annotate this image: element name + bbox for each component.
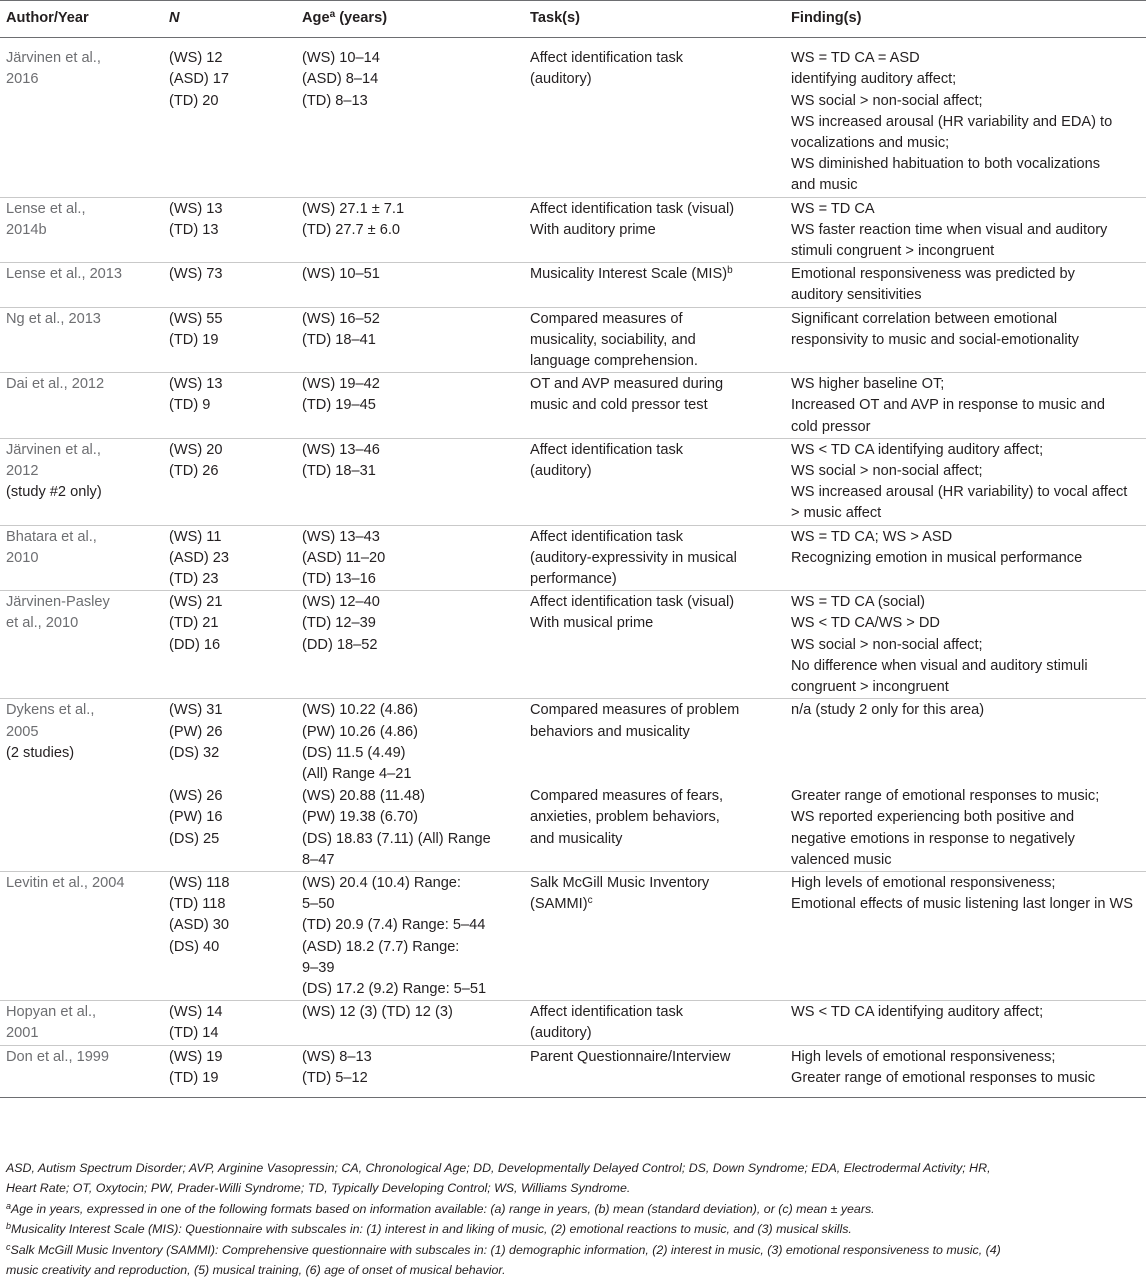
cell-finding-line: WS = TD CA; WS > ASD bbox=[791, 528, 953, 545]
cell-author bbox=[0, 263, 163, 307]
cell-task-line: (auditory) bbox=[530, 463, 592, 480]
cell-age-line: (TD) 5–12 bbox=[302, 1069, 368, 1086]
cell-task-line: musicality, sociability, and bbox=[530, 331, 696, 348]
cell-finding-line: congruent > incongruent bbox=[791, 679, 949, 696]
cell-task-line: Affect identification task bbox=[530, 528, 684, 545]
cell-task-line: (auditory) bbox=[530, 71, 592, 88]
cell-finding-line: n/a (study 2 only for this area) bbox=[791, 702, 985, 719]
cell-n-line: (WS) 19 bbox=[169, 1048, 223, 1065]
cell-author-line: Lense et al., bbox=[6, 200, 86, 217]
header-n: N bbox=[163, 1, 296, 38]
cell-n bbox=[163, 1045, 296, 1097]
header-finding: Finding(s) bbox=[785, 1, 1146, 38]
cell-age-line: (TD) 20.9 (7.4) Range: 5–44 bbox=[302, 917, 486, 934]
cell-age bbox=[296, 699, 524, 785]
table-row bbox=[0, 591, 1146, 699]
cell-task bbox=[524, 525, 785, 591]
cell-author bbox=[0, 699, 163, 785]
header-age-footnote-mark: a bbox=[329, 9, 336, 20]
table-row bbox=[0, 525, 1146, 591]
footnote-abbreviations-line: ASD, Autism Spectrum Disorder; AVP, Arginine Vasopressin; CA, Chronological Age; DD, Developmentally Delayed Control; DS, Down Syndrome; EDA, Electrodermal Activity; HR, bbox=[6, 1161, 991, 1175]
footnote-c-mark: c bbox=[6, 1241, 11, 1252]
cell-n bbox=[163, 871, 296, 1000]
cell-finding-line: WS < TD CA identifying auditory affect; bbox=[791, 441, 1044, 458]
cell-task bbox=[524, 699, 785, 785]
cell-finding-line: WS increased arousal (HR variability and EDA) to bbox=[791, 113, 1113, 130]
cell-n-line: (TD) 23 bbox=[169, 571, 219, 588]
table-row bbox=[0, 307, 1146, 373]
cell-finding bbox=[785, 38, 1146, 197]
cell-finding-line: WS = TD CA (social) bbox=[791, 594, 925, 611]
cell-author-line: Dai et al., 2012 bbox=[6, 376, 105, 393]
cell-age-line: (WS) 10.22 (4.86) bbox=[302, 702, 418, 719]
table-row bbox=[0, 1045, 1146, 1097]
cell-age bbox=[296, 38, 524, 197]
cell-age bbox=[296, 1001, 524, 1045]
cell-n-line: (TD) 26 bbox=[169, 463, 219, 480]
cell-task-line: (auditory) bbox=[530, 1025, 592, 1042]
cell-task-line: behaviors and musicality bbox=[530, 723, 690, 740]
table-footnotes bbox=[6, 1158, 1142, 1280]
table-row bbox=[0, 373, 1146, 439]
cell-author-line: Lense et al., 2013 bbox=[6, 266, 123, 283]
cell-age-line: (ASD) 8–14 bbox=[302, 71, 379, 88]
table-row bbox=[0, 785, 1146, 871]
cell-author-note: (study #2 only) bbox=[6, 484, 102, 501]
cell-age-line: (WS) 13–46 bbox=[302, 441, 380, 458]
cell-task-line: OT and AVP measured during bbox=[530, 376, 724, 393]
cell-finding-line: WS < TD CA identifying auditory affect; bbox=[791, 1004, 1044, 1021]
cell-task-line: Affect identification task bbox=[530, 50, 684, 67]
footnote-a-text: Age in years, expressed in one of the following formats based on information available: (a) range in years, (b) mean (standard deviation), or (c) mean ± years. bbox=[11, 1201, 875, 1216]
cell-age-line: 5–50 bbox=[302, 896, 335, 913]
cell-age bbox=[296, 373, 524, 439]
cell-n-line: (WS) 26 bbox=[169, 788, 223, 805]
footnote-b-text: Musicality Interest Scale (MIS): Questionnaire with subscales in: (1) interest in and liking of music, (2) emotional reactions to music, and (3) musical skills. bbox=[11, 1222, 852, 1237]
cell-n-line: (DS) 25 bbox=[169, 830, 220, 847]
footnote-c-text: Salk McGill Music Inventory (SAMMI): Comprehensive questionnaire with subscales in: (1) demographic information, (2) interest in music, (3) emotional responsiveness to music, (4) bbox=[10, 1242, 1001, 1257]
cell-task-line: Compared measures of problem bbox=[530, 702, 740, 719]
cell-finding bbox=[785, 1045, 1146, 1097]
cell-age bbox=[296, 785, 524, 871]
table-row bbox=[0, 197, 1146, 263]
cell-finding-line: responsivity to music and social-emotionality bbox=[791, 331, 1079, 348]
cell-n-line: (TD) 13 bbox=[169, 221, 219, 238]
cell-author-line: Järvinen-Pasley bbox=[6, 594, 110, 611]
cell-n-line: (DD) 16 bbox=[169, 636, 221, 653]
cell-n-line: (PW) 26 bbox=[169, 723, 223, 740]
cell-finding-line: High levels of emotional responsiveness; bbox=[791, 874, 1056, 891]
cell-age bbox=[296, 307, 524, 373]
cell-n-line: (PW) 16 bbox=[169, 809, 223, 826]
cell-age-line: (TD) 18–31 bbox=[302, 463, 376, 480]
table-row bbox=[0, 38, 1146, 197]
table-row bbox=[0, 263, 1146, 307]
cell-task-line bbox=[530, 264, 785, 285]
cell-age-line: (ASD) 11–20 bbox=[302, 549, 386, 566]
cell-author bbox=[0, 373, 163, 439]
cell-author bbox=[0, 591, 163, 699]
cell-n-line: (WS) 13 bbox=[169, 376, 223, 393]
cell-n-line: (WS) 31 bbox=[169, 702, 223, 719]
cell-task bbox=[524, 38, 785, 197]
cell-author-line: Hopyan et al., bbox=[6, 1004, 97, 1021]
cell-task-line: Compared measures of bbox=[530, 310, 683, 327]
cell-n-line: (WS) 20 bbox=[169, 441, 223, 458]
cell-finding bbox=[785, 438, 1146, 525]
cell-task-line: Affect identification task bbox=[530, 1004, 684, 1021]
cell-n bbox=[163, 307, 296, 373]
cell-task-line: anxieties, problem behaviors, bbox=[530, 809, 720, 826]
cell-finding-line: High levels of emotional responsiveness; bbox=[791, 1048, 1056, 1065]
cell-finding bbox=[785, 525, 1146, 591]
cell-age-line: (WS) 12 (3) (TD) 12 (3) bbox=[302, 1004, 453, 1021]
cell-age-line: (TD) 18–41 bbox=[302, 331, 376, 348]
cell-author-line: 2014b bbox=[6, 221, 47, 238]
footnote-b-mark: b bbox=[6, 1221, 12, 1232]
footnote-c-line: music creativity and reproduction, (5) musical training, (6) age of onset of musical behavior. bbox=[6, 1263, 506, 1278]
cell-finding-line: identifying auditory affect; bbox=[791, 71, 957, 88]
cell-n bbox=[163, 785, 296, 871]
cell-age bbox=[296, 197, 524, 263]
cell-n bbox=[163, 373, 296, 439]
cell-task-line bbox=[530, 894, 785, 915]
cell-n bbox=[163, 591, 296, 699]
cell-finding bbox=[785, 871, 1146, 1000]
cell-author-line: 2001 bbox=[6, 1025, 39, 1042]
cell-age-line: (WS) 10–51 bbox=[302, 266, 380, 283]
cell-author-line: 2010 bbox=[6, 549, 39, 566]
cell-task bbox=[524, 263, 785, 307]
cell-finding bbox=[785, 1001, 1146, 1045]
cell-n-line: (WS) 73 bbox=[169, 266, 223, 283]
cell-age-line: (WS) 27.1 ± 7.1 bbox=[302, 200, 405, 217]
cell-n-line: (DS) 32 bbox=[169, 744, 220, 761]
table-header bbox=[0, 1, 1146, 38]
cell-author bbox=[0, 1045, 163, 1097]
table-row bbox=[0, 438, 1146, 525]
cell-author-line: Levitin et al., 2004 bbox=[6, 874, 125, 891]
footnote-c-line bbox=[6, 1240, 1142, 1260]
cell-author bbox=[0, 1001, 163, 1045]
cell-age-line: (DD) 18–52 bbox=[302, 636, 378, 653]
cell-age-line: (PW) 19.38 (6.70) bbox=[302, 809, 418, 826]
cell-task bbox=[524, 785, 785, 871]
footnote-a bbox=[6, 1199, 1142, 1219]
header-age-unit: (years) bbox=[335, 10, 388, 26]
cell-task-line: With musical prime bbox=[530, 615, 654, 632]
cell-age-line: (DS) 11.5 (4.49) bbox=[302, 744, 406, 761]
cell-author bbox=[0, 38, 163, 197]
cell-n-line: (TD) 20 bbox=[169, 92, 219, 109]
cell-finding-line: WS reported experiencing both positive and bbox=[791, 809, 1075, 826]
cell-finding-line: WS social > non-social affect; bbox=[791, 92, 983, 109]
footnote-a-mark: a bbox=[6, 1200, 12, 1211]
cell-age bbox=[296, 263, 524, 307]
cell-age-line: (TD) 19–45 bbox=[302, 397, 376, 414]
cell-finding bbox=[785, 591, 1146, 699]
cell-task-line: Compared measures of fears, bbox=[530, 788, 724, 805]
footnote-c bbox=[6, 1240, 1142, 1280]
cell-n-line: (ASD) 30 bbox=[169, 917, 230, 934]
cell-finding-line: WS higher baseline OT; bbox=[791, 376, 945, 393]
cell-n bbox=[163, 263, 296, 307]
cell-age-line: (WS) 16–52 bbox=[302, 310, 380, 327]
cell-author-line: Bhatara et al., bbox=[6, 528, 97, 545]
cell-age-line: (WS) 20.88 (11.48) bbox=[302, 788, 426, 805]
footnote-abbreviations bbox=[6, 1158, 1142, 1199]
cell-author-line: 2016 bbox=[6, 71, 39, 88]
cell-age bbox=[296, 871, 524, 1000]
cell-task-text: (SAMMI) bbox=[530, 896, 588, 913]
cell-age-line: (WS) 20.4 (10.4) Range: bbox=[302, 874, 461, 891]
cell-task bbox=[524, 591, 785, 699]
cell-finding-line: Recognizing emotion in musical performance bbox=[791, 549, 1083, 566]
cell-task-line: Affect identification task bbox=[530, 441, 684, 458]
cell-task-line: Affect identification task (visual) bbox=[530, 594, 735, 611]
cell-task bbox=[524, 871, 785, 1000]
cell-finding-line: WS social > non-social affect; bbox=[791, 636, 983, 653]
cell-n-line: (TD) 118 bbox=[169, 896, 226, 913]
cell-n-line: (WS) 55 bbox=[169, 310, 223, 327]
cell-age-line: (WS) 10–14 bbox=[302, 50, 380, 67]
cell-n-line: (TD) 9 bbox=[169, 397, 211, 414]
cell-age-line: 8–47 bbox=[302, 851, 335, 868]
cell-n bbox=[163, 197, 296, 263]
cell-author bbox=[0, 438, 163, 525]
header-age-label: Age bbox=[302, 10, 330, 26]
cell-author bbox=[0, 197, 163, 263]
cell-n-line: (WS) 11 bbox=[169, 528, 222, 545]
cell-age-line: (WS) 19–42 bbox=[302, 376, 380, 393]
table-body bbox=[0, 38, 1146, 1098]
cell-n-line: (WS) 14 bbox=[169, 1004, 223, 1021]
cell-age bbox=[296, 1045, 524, 1097]
cell-finding-line: auditory sensitivities bbox=[791, 287, 922, 304]
cell-author bbox=[0, 871, 163, 1000]
cell-finding bbox=[785, 263, 1146, 307]
cell-age bbox=[296, 438, 524, 525]
cell-author-note: (2 studies) bbox=[6, 744, 75, 761]
cell-n-line: (DS) 40 bbox=[169, 938, 220, 955]
cell-finding bbox=[785, 197, 1146, 263]
cell-n bbox=[163, 525, 296, 591]
cell-n-line: (WS) 13 bbox=[169, 200, 223, 217]
cell-finding-line: WS social > non-social affect; bbox=[791, 463, 983, 480]
cell-task-line: language comprehension. bbox=[530, 353, 698, 370]
task-footnote-mark: b bbox=[727, 265, 733, 277]
cell-age-line: (WS) 12–40 bbox=[302, 594, 380, 611]
cell-age bbox=[296, 525, 524, 591]
cell-finding bbox=[785, 307, 1146, 373]
cell-age-line: (TD) 13–16 bbox=[302, 571, 376, 588]
cell-author-line: Dykens et al., bbox=[6, 702, 95, 719]
cell-task bbox=[524, 1001, 785, 1045]
cell-n-line: (ASD) 17 bbox=[169, 71, 230, 88]
cell-finding bbox=[785, 785, 1146, 871]
cell-task-text: Musicality Interest Scale (MIS) bbox=[530, 266, 728, 283]
cell-n-line: (TD) 14 bbox=[169, 1025, 219, 1042]
cell-task-line: Affect identification task (visual) bbox=[530, 200, 735, 217]
cell-n-line: (ASD) 23 bbox=[169, 549, 230, 566]
cell-finding-line: WS = TD CA = ASD bbox=[791, 50, 920, 67]
cell-task-line: (auditory-expressivity in musical bbox=[530, 549, 737, 566]
cell-age-line: (WS) 8–13 bbox=[302, 1048, 372, 1065]
table-row bbox=[0, 871, 1146, 1000]
cell-age-line: (DS) 17.2 (9.2) Range: 5–51 bbox=[302, 980, 487, 997]
cell-finding-line: Greater range of emotional responses to music bbox=[791, 1069, 1096, 1086]
header-author: Author/Year bbox=[0, 1, 163, 38]
cell-finding-line: WS increased arousal (HR variability) to vocal affect bbox=[791, 484, 1128, 501]
cell-task-line: performance) bbox=[530, 571, 617, 588]
table-row bbox=[0, 699, 1146, 785]
footnote-b bbox=[6, 1219, 1142, 1239]
task-footnote-mark: c bbox=[587, 895, 593, 907]
cell-age-line: (ASD) 18.2 (7.7) Range: bbox=[302, 938, 460, 955]
cell-task-line: Parent Questionnaire/Interview bbox=[530, 1048, 731, 1065]
cell-finding bbox=[785, 699, 1146, 785]
header-task: Task(s) bbox=[524, 1, 785, 38]
cell-n-line: (WS) 12 bbox=[169, 50, 223, 67]
cell-age-line: (WS) 13–43 bbox=[302, 528, 380, 545]
cell-finding-line: Significant correlation between emotional bbox=[791, 310, 1058, 327]
cell-author-line: Ng et al., 2013 bbox=[6, 310, 101, 327]
cell-author-line: 2012 bbox=[6, 463, 39, 480]
cell-task-line: With auditory prime bbox=[530, 221, 656, 238]
cell-age-line: (DS) 18.83 (7.11) (All) Range bbox=[302, 830, 491, 847]
cell-finding-line: Emotional responsiveness was predicted by bbox=[791, 266, 1075, 283]
cell-n-line: (WS) 21 bbox=[169, 594, 223, 611]
cell-n bbox=[163, 699, 296, 785]
cell-task bbox=[524, 373, 785, 439]
cell-age-line: (TD) 8–13 bbox=[302, 92, 368, 109]
cell-author-line: et al., 2010 bbox=[6, 615, 79, 632]
cell-author-line: Järvinen et al., bbox=[6, 50, 101, 67]
cell-author-line: 2005 bbox=[6, 723, 39, 740]
cell-finding-line: Increased OT and AVP in response to music and bbox=[791, 397, 1105, 414]
cell-finding-line: stimuli congruent > incongruent bbox=[791, 243, 995, 260]
cell-task bbox=[524, 438, 785, 525]
cell-finding-line: WS < TD CA/WS > DD bbox=[791, 615, 940, 632]
cell-n-line: (TD) 19 bbox=[169, 1069, 219, 1086]
table-row bbox=[0, 1001, 1146, 1045]
cell-age-line: (TD) 12–39 bbox=[302, 615, 376, 632]
cell-author bbox=[0, 307, 163, 373]
cell-finding-line: cold pressor bbox=[791, 418, 871, 435]
header-age bbox=[296, 1, 524, 38]
cell-finding-line: WS faster reaction time when visual and auditory bbox=[791, 221, 1108, 238]
cell-n bbox=[163, 1001, 296, 1045]
cell-n-line: (TD) 19 bbox=[169, 331, 219, 348]
cell-age-line: (PW) 10.26 (4.86) bbox=[302, 723, 418, 740]
cell-finding-line: Greater range of emotional responses to music; bbox=[791, 788, 1100, 805]
cell-author bbox=[0, 785, 163, 871]
cell-n-line: (TD) 21 bbox=[169, 615, 219, 632]
footnote-abbreviations-line: Heart Rate; OT, Oxytocin; PW, Prader-Willi Syndrome; TD, Typically Developing Control; WS, Williams Syndrome. bbox=[6, 1181, 631, 1196]
cell-age-line: (All) Range 4–21 bbox=[302, 765, 412, 782]
cell-finding-line: WS diminished habituation to both vocalizations bbox=[791, 156, 1101, 173]
cell-task-line: music and cold pressor test bbox=[530, 397, 708, 414]
cell-finding-line: WS = TD CA bbox=[791, 200, 875, 217]
cell-task bbox=[524, 1045, 785, 1097]
cell-finding bbox=[785, 373, 1146, 439]
cell-n bbox=[163, 438, 296, 525]
cell-finding-line: valenced music bbox=[791, 851, 892, 868]
cell-age-line: (TD) 27.7 ± 6.0 bbox=[302, 221, 401, 238]
cell-finding-line: No difference when visual and auditory stimuli bbox=[791, 657, 1088, 674]
cell-finding-line: negative emotions in response to negatively bbox=[791, 830, 1075, 847]
cell-author-line: Don et al., 1999 bbox=[6, 1048, 110, 1065]
cell-finding-line: > music affect bbox=[791, 505, 882, 522]
cell-age bbox=[296, 591, 524, 699]
header-row bbox=[0, 1, 1146, 38]
cell-task-line: and musicality bbox=[530, 830, 623, 847]
cell-finding-line: and music bbox=[791, 177, 858, 194]
cell-finding-line: Emotional effects of music listening last longer in WS bbox=[791, 896, 1134, 913]
cell-n bbox=[163, 38, 296, 197]
cell-task-line: Salk McGill Music Inventory bbox=[530, 874, 710, 891]
cell-age-line: 9–39 bbox=[302, 959, 335, 976]
cell-n-line: (WS) 118 bbox=[169, 874, 230, 891]
cell-task bbox=[524, 197, 785, 263]
cell-author bbox=[0, 525, 163, 591]
cell-task bbox=[524, 307, 785, 373]
cell-finding-line: vocalizations and music; bbox=[791, 135, 950, 152]
cell-author-line: Järvinen et al., bbox=[6, 441, 101, 458]
